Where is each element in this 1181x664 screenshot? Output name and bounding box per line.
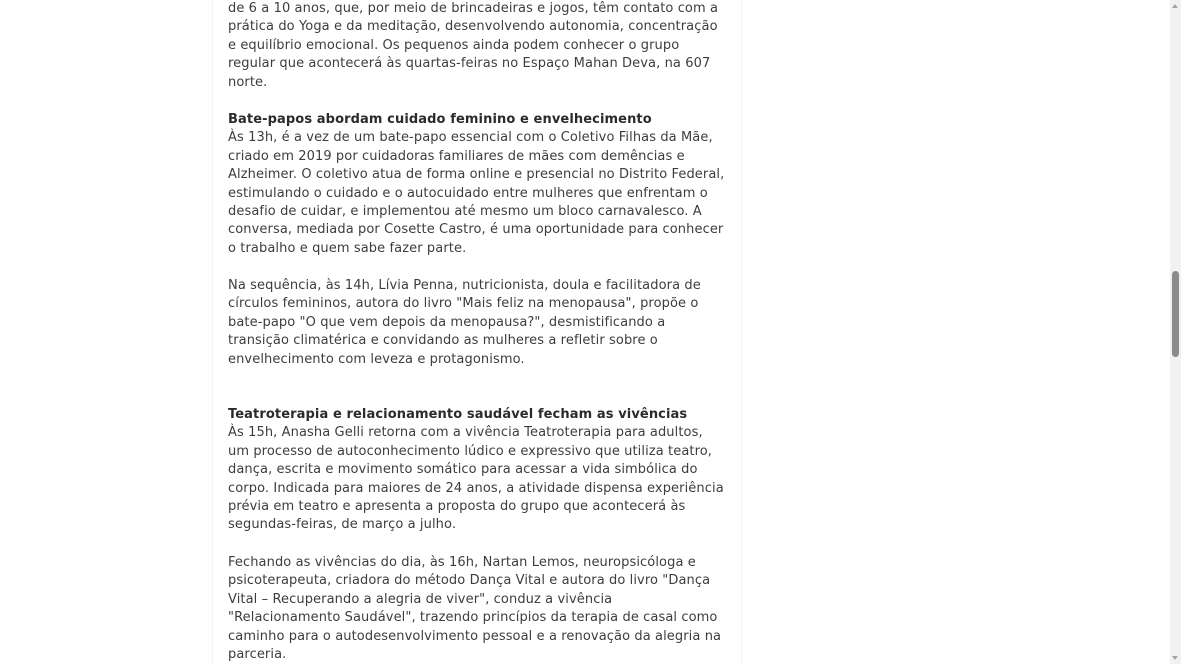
intro-paragraph-block [228, 0, 728, 92]
section-teatroterapia [228, 406, 728, 535]
section-heading-teatroterapia: Teatroterapia e relacionamento saudável fecham as vivências [228, 407, 688, 422]
paragraph-livia-penna: Na sequência, às 14h, Lívia Penna, nutricionista, doula e facilitadora de círculos femininos, autora do livro "Mais feliz na menopausa", propõe o bate-papo "O que vem depois da menopausa?", desmistificando a transição climatérica e convidando as mulheres a refletir sobre o envelhecimento com leveza e protagonismo. [228, 278, 701, 367]
paragraph-coletivo-filhas-da-mae: Às 13h, é a vez de um bate-papo essencial com o Coletivo Filhas da Mãe, criado em 2019 por cuidadoras familiares de mães com demências e Alzheimer. O coletivo atua de forma online e presencial no Distrito Federal, estimulando o cuidado e o autocuidado entre mulheres que enfrentam o desafio de cuidar, e implementou até mesmo um bloco carnavalesco. A conversa, mediada por Cosette Castro, é uma oportunidade para conhecer o trabalho e quem sabe fazer parte. [228, 130, 725, 256]
section-cuidado-feminino [228, 111, 728, 258]
paragraph-nartan-lemos-block [228, 554, 728, 664]
paragraph-anasha-gelli: Às 15h, Anasha Gelli retorna com a vivência Teatroterapia para adultos, um processo de autoconhecimento lúdico e expressivo que utiliza teatro, dança, escrita e movimento somático para acessar a vida simbólica do corpo. Indicada para maiores de 24 anos, a atividade dispensa experiência prévia em teatro e apresenta a proposta do grupo que acontecerá às segundas-feiras, de março a julho. [228, 425, 724, 533]
scroll-up-arrow-icon[interactable] [1172, 4, 1178, 8]
paragraph-nartan-lemos: Fechando as vivências do dia, às 16h, Nartan Lemos, neuropsicóloga e psicoterapeuta, criadora do método Dança Vital e autora do livro "Dança Vital – Recuperando a alegria de viver", conduz a vivência "Relacionamento Saudável", trazendo princípios da terapia de casal como caminho para o autodesenvolvimento pessoal e a renovação da alegria na parceria. [228, 555, 722, 663]
paragraph-livia-penna-block [228, 277, 728, 369]
intro-paragraph: de 6 a 10 anos, que, por meio de brincadeiras e jogos, têm contato com a prática do Yoga e da meditação, desenvolvendo autonomia, concentração e equilíbrio emocional. Os pequenos ainda podem conhecer o grupo regular que acontecerá às quartas-feiras no Espaço Mahan Deva, na 607 norte. [228, 1, 719, 90]
vertical-scrollbar[interactable] [1170, 0, 1181, 664]
scroll-down-arrow-icon[interactable] [1172, 656, 1178, 660]
scrollbar-thumb[interactable] [1172, 271, 1179, 357]
section-heading-bate-papos: Bate-papos abordam cuidado feminino e envelhecimento [228, 112, 652, 127]
